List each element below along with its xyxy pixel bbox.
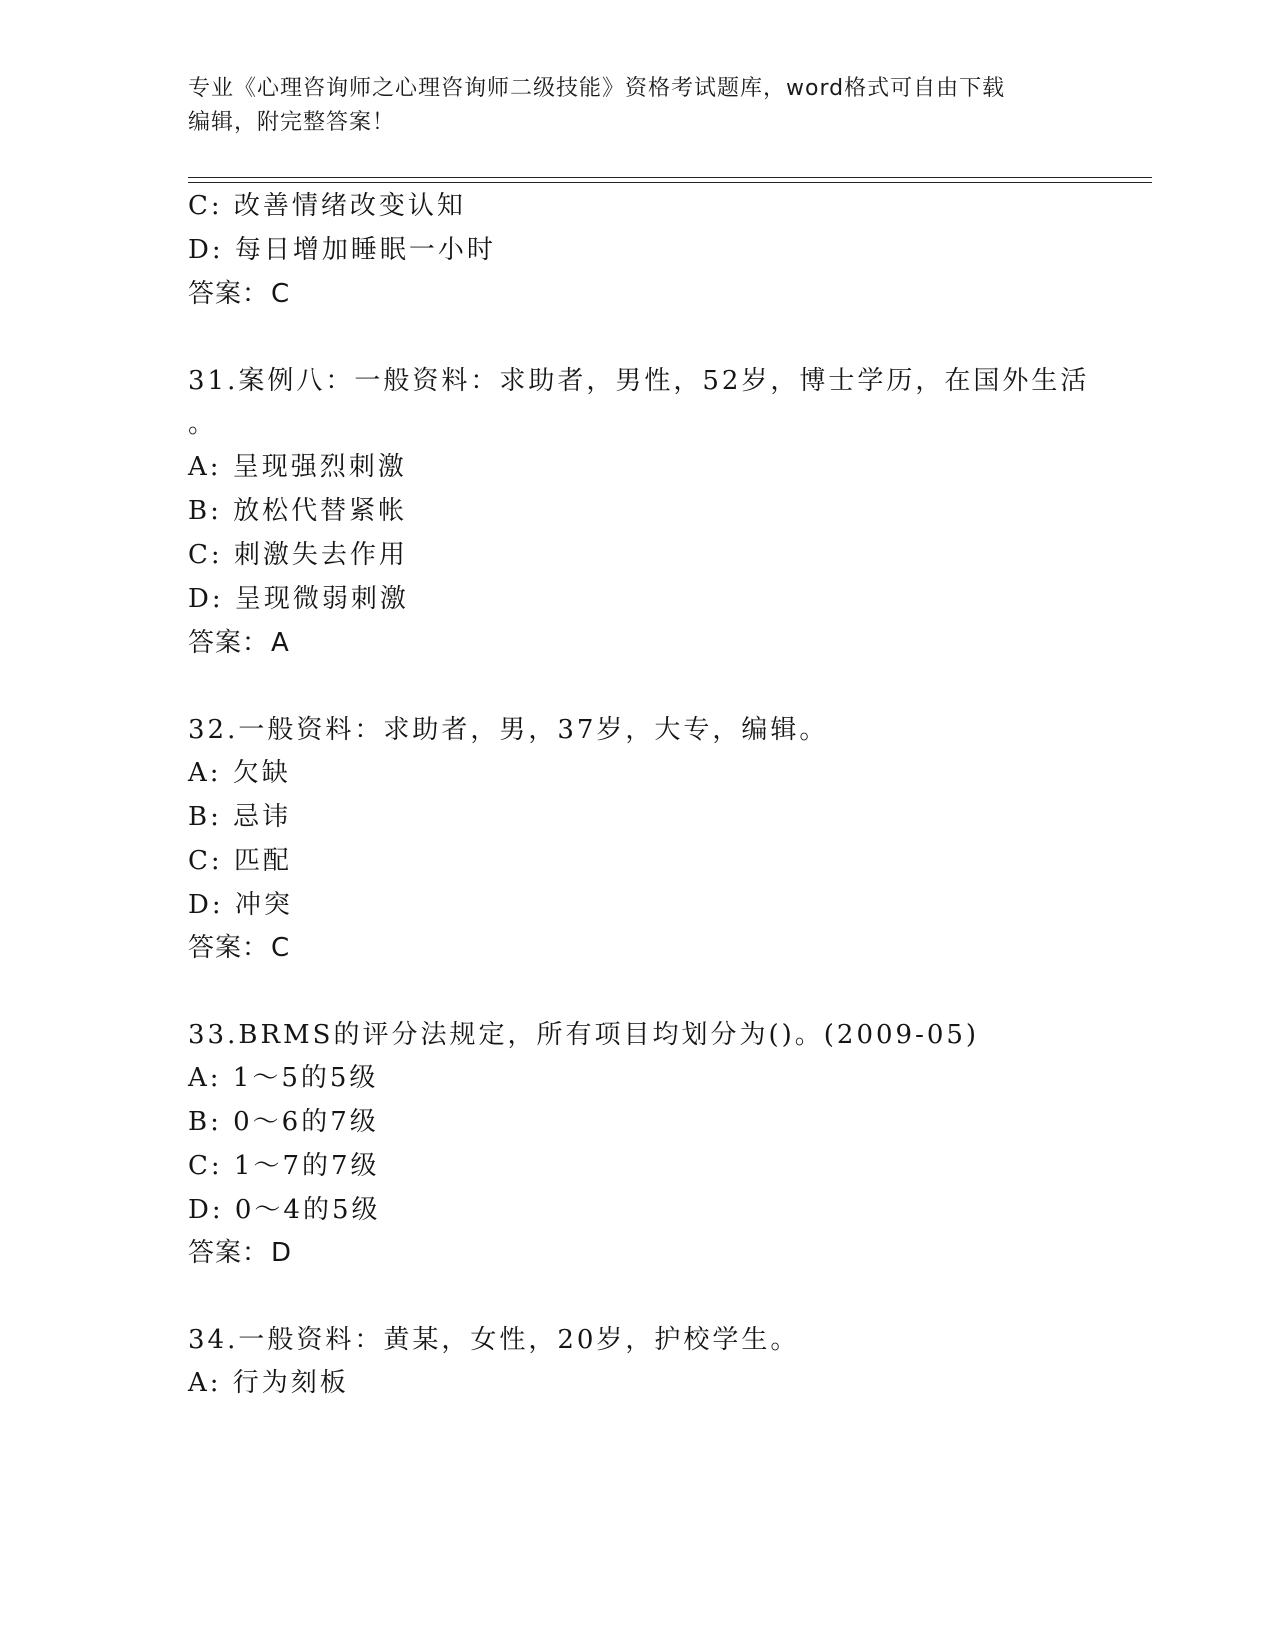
answer-value: D <box>271 1238 293 1268</box>
answer-label: 答案： <box>188 1238 270 1268</box>
option-c: C: 改善情绪改变认知 <box>188 191 466 221</box>
question-34-stem: 34.一般资料：黄某，女性，20岁，护校学生。 <box>188 1325 800 1355</box>
question-31-option-a: A: 呈现强烈刺激 <box>188 452 407 482</box>
answer-label: 答案： <box>188 279 270 309</box>
option-d: D: 每日增加睡眠一小时 <box>188 235 496 265</box>
question-31-option-c: C: 刺激失去作用 <box>188 540 408 570</box>
question-33-option-d: D: 0～4的5级 <box>188 1195 381 1225</box>
question-31-option-d: D: 呈现微弱刺激 <box>188 584 409 614</box>
question-34-option-a: A: 行为刻板 <box>188 1368 349 1398</box>
question-32-option-a: A: 欠缺 <box>188 758 291 788</box>
answer-line <box>188 278 290 310</box>
header-divider-top <box>188 177 1152 178</box>
question-33-option-a: A: 1～5的5级 <box>188 1063 379 1093</box>
question-33-option-b: B: 0～6的7级 <box>188 1107 379 1137</box>
question-32-option-c: C: 匹配 <box>188 846 292 876</box>
question-32-answer <box>188 932 290 964</box>
header-line-2: 编辑，附完整答案！ <box>188 110 396 135</box>
question-31-stem: 31.案例八：一般资料：求助者，男性，52岁，博士学历，在国外生活 <box>188 366 1090 396</box>
question-32-option-d: D: 冲突 <box>188 890 293 920</box>
answer-value: A <box>271 628 290 658</box>
question-31-stem-continuation: 。 <box>188 409 218 439</box>
header-divider-bottom <box>188 182 1152 183</box>
answer-label: 答案： <box>188 628 270 658</box>
question-32-option-b: B: 忌讳 <box>188 802 292 832</box>
answer-label: 答案： <box>188 933 270 963</box>
question-33-option-c: C: 1～7的7级 <box>188 1151 380 1181</box>
answer-value: C <box>271 279 291 309</box>
question-33-answer <box>188 1237 292 1269</box>
question-31-option-b: B: 放松代替紧帐 <box>188 496 408 526</box>
question-32-stem: 32.一般资料：求助者，男，37岁，大专，编辑。 <box>188 715 829 745</box>
document-header <box>188 72 1088 140</box>
question-33-stem: 33.BRMS的评分法规定，所有项目均划分为()。(2009-05) <box>188 1020 980 1050</box>
answer-value: C <box>271 933 291 963</box>
question-31-answer <box>188 627 290 659</box>
header-line-1: 专业《心理咨询师之心理咨询师二级技能》资格考试题库，word格式可自由下载 <box>188 76 1006 101</box>
